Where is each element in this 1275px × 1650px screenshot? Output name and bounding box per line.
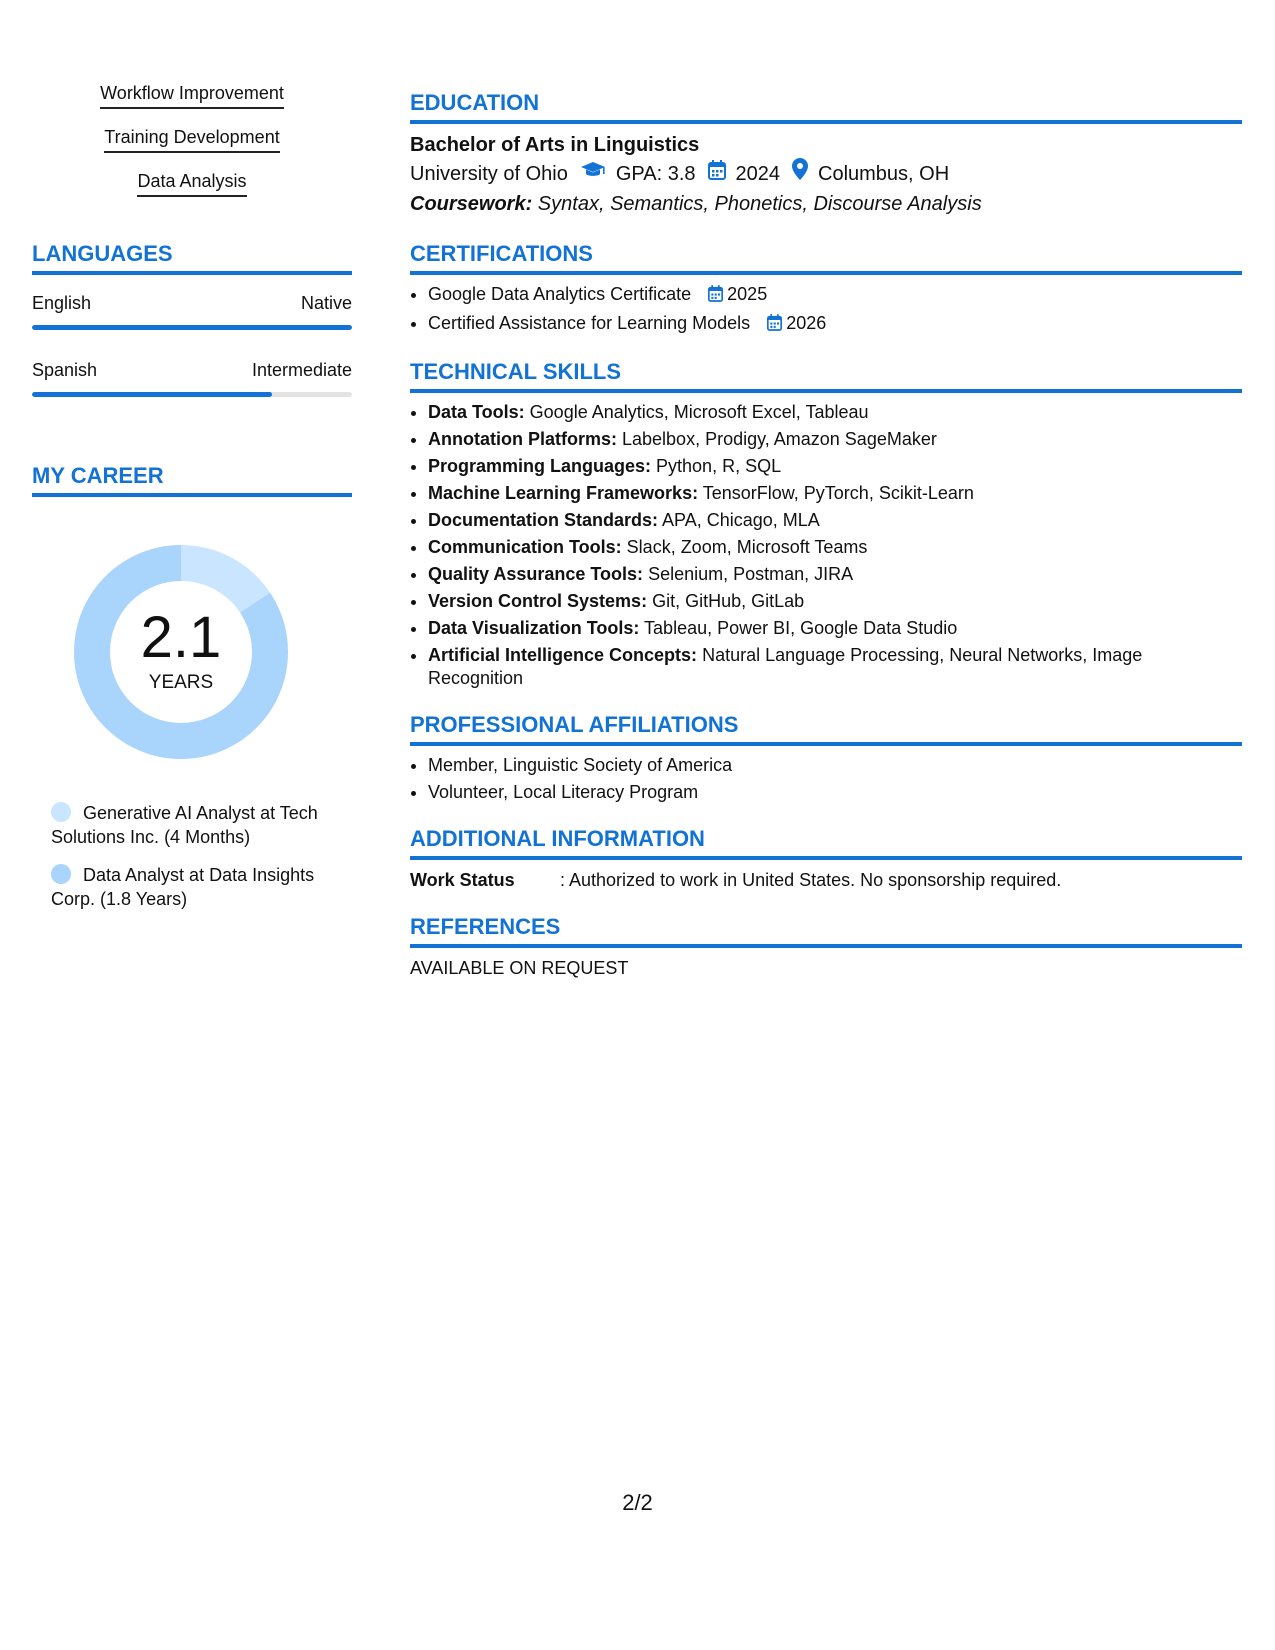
language-bar: [32, 325, 352, 330]
language-item: [32, 291, 352, 330]
skill-tag: Training Development: [104, 126, 279, 153]
references-title: REFERENCES: [410, 914, 1242, 948]
graduation-cap-icon: [580, 159, 606, 189]
education-section: [410, 90, 1242, 219]
career-donut-chart: [66, 537, 296, 767]
career-legend-item: [51, 801, 341, 849]
certification-year: 2026: [786, 313, 827, 333]
skill-tags: [32, 82, 352, 197]
skill-tag: Data Analysis: [137, 170, 246, 197]
legend-label: Data Analyst at Data Insights Corp. (1.8 Years): [51, 865, 315, 909]
additional-info-section: [410, 826, 1242, 892]
language-item: [32, 358, 352, 397]
skill-value: TensorFlow, PyTorch, Scikit-Learn: [698, 483, 974, 503]
calendar-icon: [708, 285, 723, 308]
affiliations-title: PROFESSIONAL AFFILIATIONS: [410, 712, 1242, 746]
skill-label: Documentation Standards:: [428, 510, 659, 530]
skill-item: [428, 509, 1242, 532]
skill-item: [428, 536, 1242, 559]
skill-label: Artificial Intelligence Concepts:: [428, 645, 698, 665]
references-section: [410, 914, 1242, 980]
career-title: MY CAREER: [32, 463, 352, 497]
coursework-label: Coursework:: [410, 193, 533, 215]
skill-label: Annotation Platforms:: [428, 429, 617, 449]
language-bar: [32, 392, 352, 397]
technical-skills-list: [410, 401, 1242, 690]
language-name: Spanish: [32, 360, 98, 380]
school-location: Columbus, OH: [818, 162, 950, 185]
certifications-list: [410, 283, 1242, 337]
legend-label: Generative AI Analyst at Tech Solutions Inc. (4 Months): [51, 803, 318, 847]
skill-label: Data Tools:: [428, 402, 525, 422]
affiliation-item: • Member, Linguistic Society of America: [428, 754, 1242, 777]
skill-value: Labelbox, Prodigy, Amazon SageMaker: [617, 429, 937, 449]
coursework-list: Syntax, Semantics, Phonetics, Discourse Analysis: [532, 193, 982, 215]
certification-item: [428, 312, 1242, 337]
calendar-icon: [767, 314, 782, 337]
legend-dot: [51, 864, 71, 884]
certifications-section: [410, 241, 1242, 337]
skill-value: Selenium, Postman, JIRA: [643, 564, 854, 584]
skill-value: Slack, Zoom, Microsoft Teams: [621, 537, 868, 557]
skill-value: Google Analytics, Microsoft Excel, Tableau: [524, 402, 869, 422]
language-level: Intermediate: [251, 360, 352, 380]
language-bar-fill: [32, 325, 352, 330]
skill-value: Git, GitHub, GitLab: [647, 591, 805, 611]
school-name: University of Ohio: [410, 162, 568, 185]
skill-item: [428, 428, 1242, 451]
technical-skills-title: TECHNICAL SKILLS: [410, 359, 1242, 393]
certification-name: Certified Assistance for Learning Models: [428, 313, 751, 333]
skill-item: [428, 455, 1242, 478]
skill-value: Python, R, SQL: [651, 456, 782, 476]
skill-label: Communication Tools:: [428, 537, 622, 557]
skill-value: Tableau, Power BI, Google Data Studio: [639, 618, 958, 638]
page-number: 2/2: [622, 1490, 653, 1515]
career-legend-item: [51, 863, 341, 911]
skill-label: Data Visualization Tools:: [428, 618, 640, 638]
degree-title: Bachelor of Arts in Linguistics: [410, 134, 700, 156]
map-pin-icon: [792, 158, 808, 189]
left-column: [32, 82, 352, 925]
gpa: GPA: 3.8: [615, 162, 696, 185]
career-legend: [51, 801, 341, 911]
skill-label: Machine Learning Frameworks:: [428, 483, 699, 503]
affiliation-item: • Volunteer, Local Literacy Program: [428, 781, 1242, 804]
certifications-title: CERTIFICATIONS: [410, 241, 1242, 275]
references-text: AVAILABLE ON REQUEST: [410, 958, 629, 978]
education-details: [410, 158, 1242, 189]
skill-item: [428, 590, 1242, 613]
skill-value: Natural Language Processing, Neural Networks, Image Recognition: [428, 645, 1143, 688]
skill-label: Version Control Systems:: [428, 591, 648, 611]
technical-skills-section: [410, 359, 1242, 690]
skill-value: APA, Chicago, MLA: [658, 510, 820, 530]
language-level: Native: [300, 293, 352, 313]
graduation-year: 2024: [735, 162, 781, 185]
certification-item: [428, 283, 1242, 308]
skill-item: [428, 563, 1242, 586]
skill-item: [428, 617, 1242, 640]
career-total-unit: YEARS: [148, 672, 214, 693]
skill-item: [428, 482, 1242, 505]
affiliations-section: [410, 712, 1242, 804]
certification-year: 2025: [727, 284, 768, 304]
right-column: [410, 90, 1242, 980]
certification-name: Google Data Analytics Certificate: [428, 284, 692, 304]
skill-label: Programming Languages:: [428, 456, 652, 476]
language-bar-fill: [32, 392, 272, 397]
education-title: EDUCATION: [410, 90, 1242, 124]
calendar-icon: [708, 159, 726, 189]
additional-info-title: ADDITIONAL INFORMATION: [410, 826, 1242, 860]
coursework: [410, 189, 1242, 219]
skill-item: [428, 644, 1242, 690]
work-status-value: : Authorized to work in United States. No sponsorship required.: [560, 870, 1062, 890]
skill-tag: Workflow Improvement: [100, 82, 284, 109]
languages-title: LANGUAGES: [32, 241, 352, 275]
legend-dot: [51, 802, 71, 822]
skill-item: [428, 401, 1242, 424]
skill-label: Quality Assurance Tools:: [428, 564, 644, 584]
work-status-row: [410, 868, 1242, 892]
language-name: English: [32, 293, 92, 313]
affiliations-list: [410, 754, 1242, 804]
career-total-value: 2.1: [140, 605, 222, 670]
work-status-label: Work Status: [410, 870, 515, 890]
